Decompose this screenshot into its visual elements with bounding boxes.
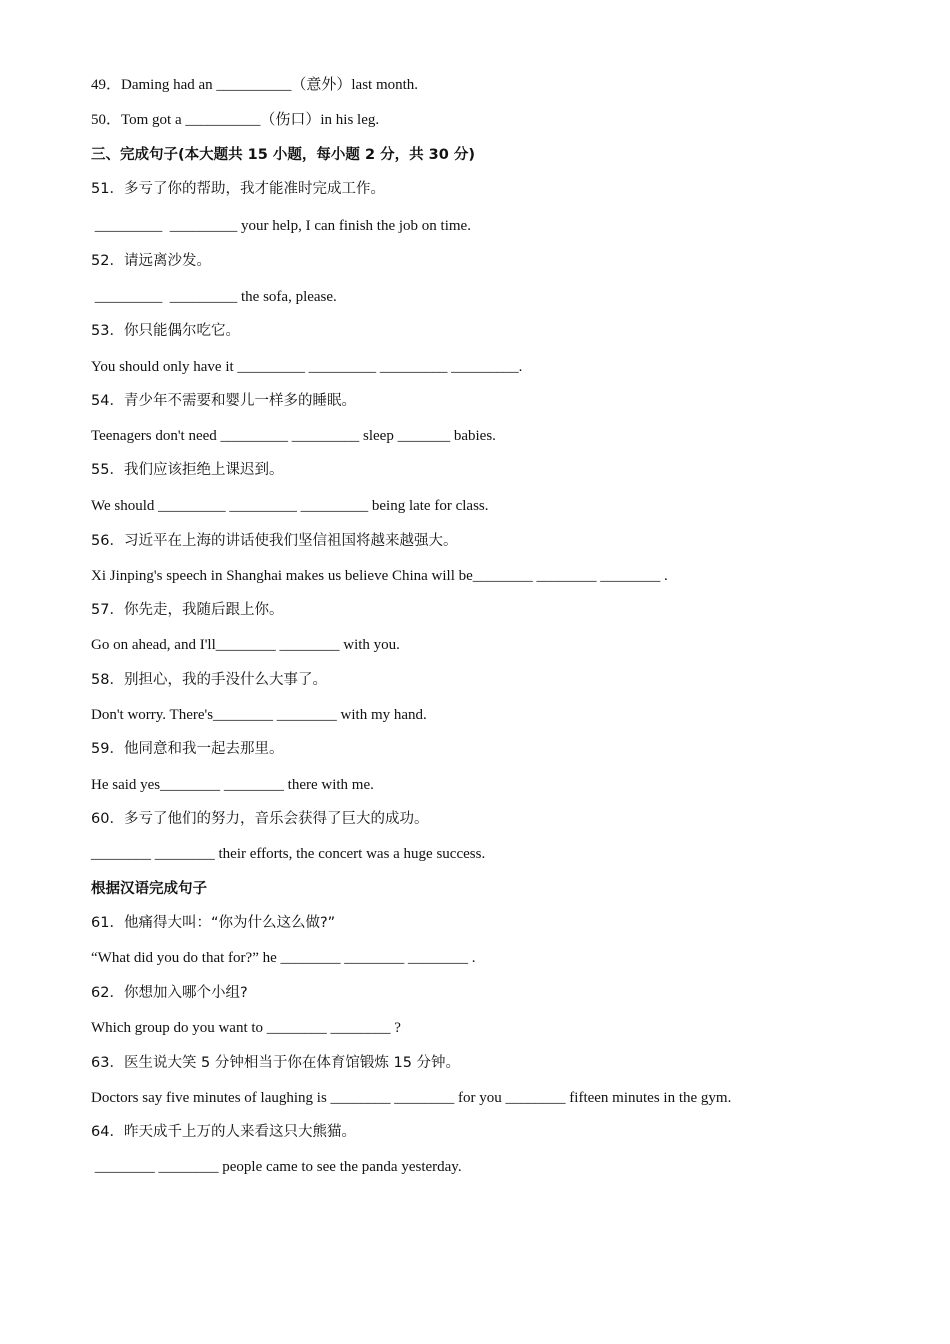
question-55-english: We should _________ _________ _________ being late for class. (91, 498, 489, 514)
question-52-chinese: 52．请远离沙发。 (91, 253, 211, 269)
question-62-english: Which group do you want to ________ ________ ? (91, 1020, 401, 1036)
question-55-chinese: 55．我们应该拒绝上课迟到。 (91, 462, 284, 478)
question-54-chinese: 54．青少年不需要和婴儿一样多的睡眠。 (91, 393, 356, 409)
question-62-chinese: 62．你想加入哪个小组? (91, 985, 248, 1001)
question-61-english: “What did you do that for?” he ________ ________ ________ . (91, 950, 476, 966)
section-3-heading: 三、完成句子(本大题共 15 小题，每小题 2 分，共 30 分) (91, 147, 475, 163)
question-50: 50．Tom got a __________（伤口）in his leg. (91, 112, 380, 128)
question-57-chinese: 57．你先走，我随后跟上你。 (91, 602, 284, 618)
question-56-chinese: 56．习近平在上海的讲话使我们坚信祖国将越来越强大。 (91, 533, 458, 549)
question-56-english: Xi Jinping's speech in Shanghai makes us believe China will be________ ________ ________ . (91, 568, 668, 584)
question-51-chinese: 51．多亏了你的帮助，我才能准时完成工作。 (91, 181, 385, 197)
section-heading-chinese-sentences: 根据汉语完成句子 (91, 881, 207, 897)
question-63-chinese: 63．医生说大笑 5 分钟相当于你在体育馆锻炼 15 分钟。 (91, 1055, 461, 1071)
question-49: 49．Daming had an __________（意外）last month. (91, 77, 419, 93)
question-61-chinese: 61．他痛得大叫：“你为什么这么做?” (91, 915, 336, 931)
question-59-chinese: 59．他同意和我一起去那里。 (91, 741, 284, 757)
question-54-english: Teenagers don't need _________ _________ sleep _______ babies. (91, 428, 496, 444)
question-53-chinese: 53．你只能偶尔吃它。 (91, 323, 240, 339)
question-59-english: He said yes________ ________ there with me. (91, 777, 374, 793)
question-57-english: Go on ahead, and I'll________ ________ with you. (91, 637, 400, 653)
question-58-english: Don't worry. There's________ ________ with my hand. (91, 707, 427, 723)
question-52-english: _________ _________ the sofa, please. (91, 289, 337, 305)
question-63-english: Doctors say five minutes of laughing is ________ ________ for you ________ fifteen minutes in the gym. (91, 1090, 732, 1106)
question-58-chinese: 58．别担心，我的手没什么大事了。 (91, 672, 327, 688)
question-53-english: You should only have it _________ _________ _________ _________. (91, 359, 523, 375)
question-64-chinese: 64．昨天成千上万的人来看这只大熊猫。 (91, 1124, 356, 1140)
question-51-english: _________ _________ your help, I can finish the job on time. (91, 218, 471, 234)
question-60-chinese: 60．多亏了他们的努力，音乐会获得了巨大的成功。 (91, 811, 429, 827)
question-60-english: ________ ________ their efforts, the concert was a huge success. (91, 846, 486, 862)
question-64-english: ________ ________ people came to see the panda yesterday. (91, 1159, 462, 1175)
